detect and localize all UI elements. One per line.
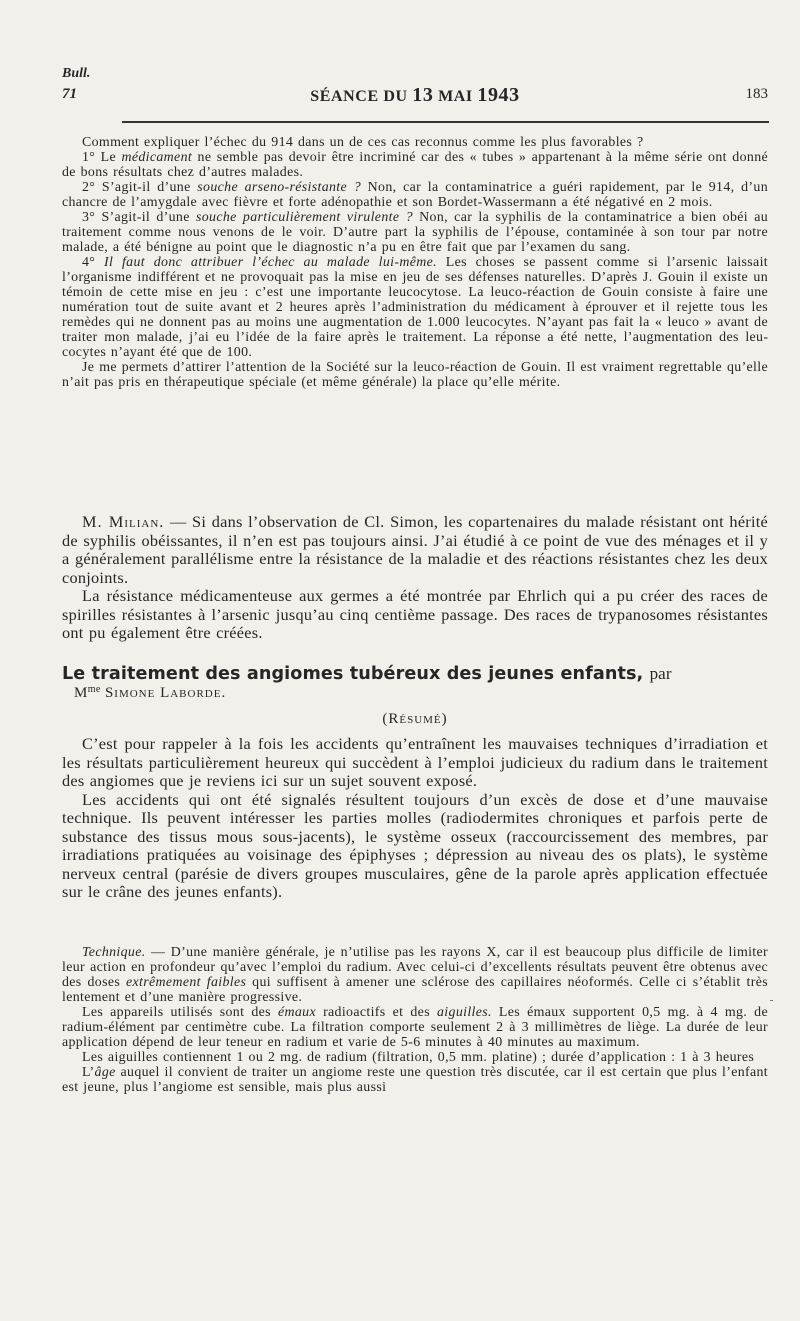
speaker-name: M. Milian. (82, 512, 165, 531)
technique-section (62, 945, 768, 1095)
emphasis-text: souche particulièrement virulente ? (196, 210, 413, 225)
paragraph-text: — Si dans l’observation de Cl. Simon, les copartenaires du malade résistant ont hérité de syphilis obéissantes, il n’en est pas toujours ainsi. J’ai étudié à ce point de vue des ménages et il y a généralement parallélisme entre la résistance de la maladie et des réactions résistantes chez les deux conjoints. (62, 512, 768, 587)
paragraph-text: Le (100, 150, 117, 165)
paragraph (62, 945, 768, 1005)
paragraph (62, 735, 768, 791)
article-angiomes (62, 664, 768, 902)
emphasis-text: médicament (121, 150, 193, 165)
author-name: Simone Laborde. (104, 685, 227, 701)
item-number: 1° (82, 150, 96, 165)
header-rule (122, 121, 769, 123)
paragraph-text: L’ (82, 1065, 95, 1080)
item-number: 4° (82, 255, 96, 270)
paragraph (62, 255, 768, 360)
title-tail: par (649, 664, 672, 683)
page-number: 183 (745, 86, 768, 102)
paragraph (62, 360, 768, 390)
author-sup: me (87, 684, 101, 695)
session-month: MAI (438, 88, 473, 105)
session-prefix: SÉANCE DU (310, 88, 408, 105)
paragraph (62, 513, 768, 587)
journal-abbrev: Bull. (62, 66, 91, 81)
paragraph-text: auquel il convient de traiter un angiome reste une question très discutée, car il est certain que plus l’enfant est jeune, plus l’angiome est sensible, mais plus aussi (62, 1065, 768, 1095)
running-header (62, 86, 768, 108)
paragraph (62, 587, 768, 643)
article-author (62, 684, 768, 702)
emphasis-text: âge (94, 1065, 116, 1080)
section-heading: Technique. (82, 945, 146, 960)
emphasis-text: Il faut donc attribuer l’échec au malade lui-même. (103, 255, 437, 270)
paragraph-text: Les appareils utilisés sont des (82, 1005, 271, 1020)
article-title (62, 664, 768, 684)
paragraph-text: Je me permets d’attirer l’attention de la Société sur la leuco-réaction de Gouin. Il est vraiment regrettable qu’elle n’ait pas pris en thérapeutique spéciale (et même générale) la place qu’elle mérite. (62, 360, 768, 390)
emphasis-text: émaux (277, 1005, 316, 1020)
paragraph (62, 210, 768, 255)
paragraph-text: radioactifs et des (323, 1005, 430, 1020)
discussion-milian (62, 513, 768, 643)
resume-label: (Résumé) (382, 711, 448, 727)
emphasis-text: extrêmement faibles (126, 975, 247, 990)
paragraph-text: Non, car la contaminatrice a guéri rapidement, par le 914, d’un chancre de l’amygdale avec fièvre et forte adénopathie et son Bordet-Wassermann a été négativé en 2 mois. (62, 180, 769, 210)
paragraph-text: — D’une manière générale, je n’utilise pas les rayons X, car il est beaucoup plus difficile de limiter leur action en profondeur qu’avec l’emploi du radium. Avec celui-ci d’excellents résultats peuvent être obtenus avec des doses (62, 945, 769, 990)
paragraph-text: Les émaux supportent 0,5 mg. à 4 mg. de radium-élément par centimètre cube. La filtration comporte seulement 2 à 3 millimètres de liège. La durée de leur application dépend de leur teneur en radium et varie de 5-6 minutes à 40 minutes au maximum. (62, 1005, 768, 1050)
paragraph-text: Non, car la syphilis de la contaminatrice a bien obéi au traitement comme nous venons de le voir. D’autre part la syphilis de l’épouse, contaminée à son tour par notre malade, a été bénigne au point que le diagnostic n’a pu en être fait que par l’examen du sang. (62, 210, 769, 255)
paragraph-text: ne semble pas devoir être incriminé car des « tubes » appartenant à la même série ont donné de bons résultats chez d’autres malades. (62, 150, 768, 180)
paragraph (62, 135, 768, 150)
paragraph-text: Les choses se passent comme si l’arsenic laissait l’organisme indifférent et ne provoquait pas la mise en jeu de ses défenses naturelles. D’après J. Gouin il existe un témoin de cette mise en jeu : c’est une importante leucocytose. La leuco-réaction de Gouin consiste à faire une numération tout de suite avant et 2 heures après l’administration du médicament à éprouver et il rejette tous les remèdes qui ne donnent pas au moins une augmentation de 1.000 leucocytes. N’ayant pas fait la « leuco » avant de traiter mon malade, j’ai eu l’idée de la faire après le traitement. La réponse a été nette, l’augmentation des leucocytes n’ayant été que de 100. (62, 255, 768, 360)
item-number: 3° (82, 210, 96, 225)
paragraph-text: Les accidents qui ont été signalés résultent toujours d’un excès de dose et d’une mauvaise technique. Ils peuvent intéresser les parties molles (radiodermites chroniques et parfois perte de substance des tissus mous sous-jacents), le système osseux (raccourcissement des membres, par irradiations pratiquées au voisinage des épiphyses ; dépression au niveau des os plats), le système nerveux central (parésie de divers groupes musculaires, gêne de la parole après application effectuée sur le crâne des jeunes enfants). (62, 789, 768, 901)
paragraph-text: qui suffisent à amener une sclérose des capillaires néoformés. Celle ci s’établit très lentement et d’une manière progressive. (62, 975, 769, 1005)
title-text: Le traitement des angiomes tubéreux des jeunes enfants, (62, 664, 644, 684)
paragraph-text: Comment expliquer l’échec du 914 dans un de ces cas reconnus comme les plus favorables ? (82, 135, 644, 150)
item-number: 2° (82, 180, 96, 195)
article-body (62, 735, 768, 902)
margin-mark (770, 1000, 773, 1001)
paragraph-text: S’agit-il d’une (101, 180, 191, 195)
paragraph-text: Les aiguilles contiennent 1 ou 2 mg. de radium (filtration, 0,5 mm. platine) ; durée d’application : 1 à 3 heures (82, 1050, 755, 1065)
paragraph (62, 1050, 768, 1065)
paragraph (62, 1005, 768, 1050)
paragraph (62, 791, 768, 902)
emphasis-text: souche arseno-résistante ? (197, 180, 361, 195)
paragraph (62, 150, 768, 180)
paragraph-text: C’est pour rappeler à la fois les accidents qu’entraînent les mauvaises techniques d’irradiation et les résultats particulièrement heureux qui succèdent à l’emploi judicieux du radium dans le traitement des angiomes que je reviens ici sur un sujet souvent exposé. (62, 734, 768, 790)
author-prefix: M (74, 685, 88, 701)
observation-conclusion (62, 135, 768, 390)
session-title (62, 84, 768, 107)
paragraph (62, 1065, 768, 1095)
paragraph-text: S’agit-il d’une (101, 210, 190, 225)
paragraph-text: La résistance médicamenteuse aux germes a été montrée par Ehrlich qui a pu créer des races de spirilles résistantes à l’arsenic jusqu’au cinq centième passage. Des races de trypanosomes résistantes ont pu également être créées. (62, 586, 768, 642)
paragraph (62, 180, 768, 210)
session-day: 13 (412, 84, 434, 106)
emphasis-text: aiguilles. (437, 1005, 492, 1020)
volume-number: 71 (62, 86, 77, 102)
session-year: 1943 (477, 84, 520, 106)
